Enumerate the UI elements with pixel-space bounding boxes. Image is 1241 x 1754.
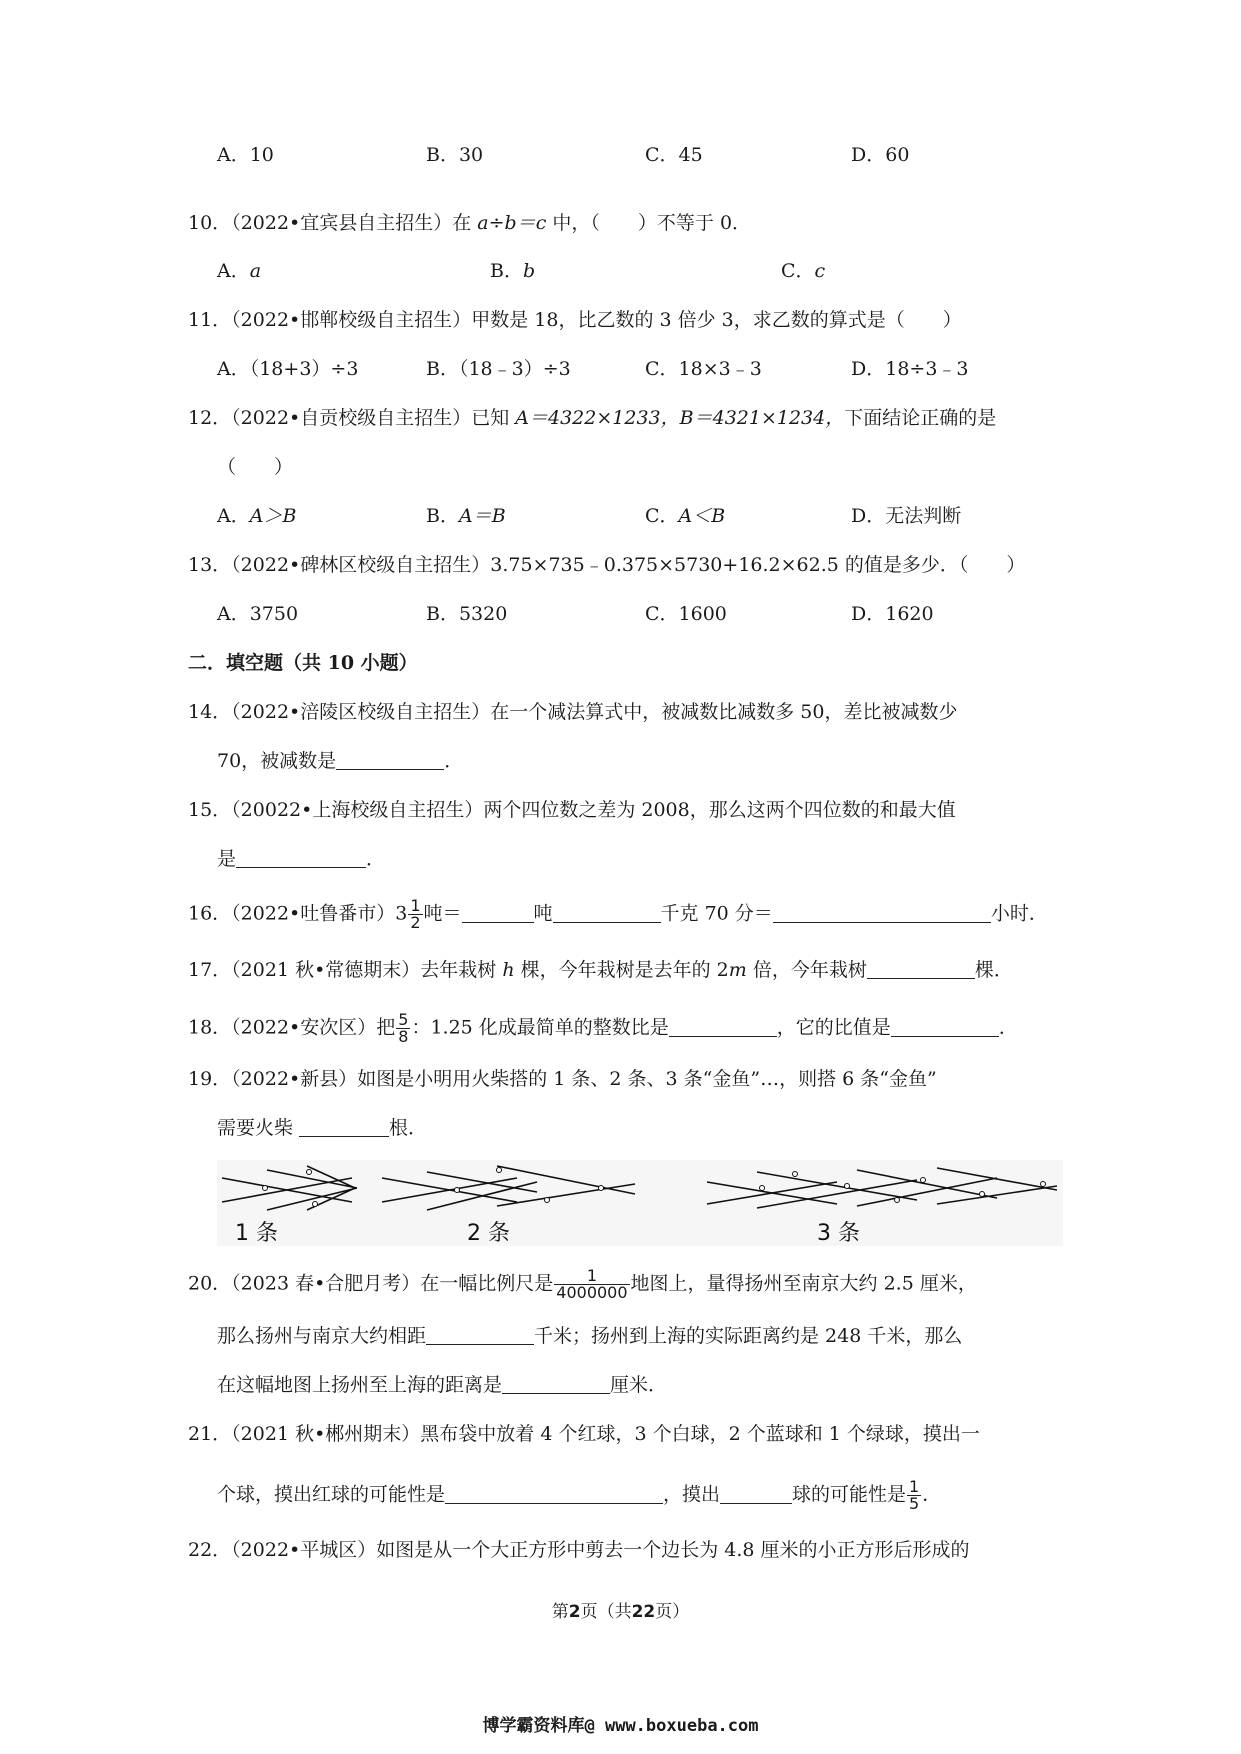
question-19: 19．（2022•新县）如图是小明用火柴搭的 1 条、2 条、3 条“金鱼”…，则搭 6 条“金鱼” <box>188 1068 937 1090</box>
q10-math: a÷b＝c <box>477 212 547 234</box>
q10-option-c: C．c <box>781 260 826 282</box>
q12-a-expr: A＝4322×1233， <box>515 407 680 429</box>
fish-label-1: 1 条 <box>235 1221 278 1246</box>
question-21-line2: 个球，摸出红球的可能性是 ，摸出 球的可能性是 $\frac{1}{5}$ ． <box>217 1477 942 1513</box>
q11-option-a: A．（18+3）÷3 <box>217 358 359 380</box>
q9-option-c: C．45 <box>645 144 703 166</box>
q11-option-d: D．18÷3﹣3 <box>851 358 969 380</box>
q13-option-d: D．1620 <box>851 603 934 625</box>
page-footer: 第2页（共22页） <box>551 1602 690 1622</box>
q12-option-a: A．A＞B <box>217 505 297 527</box>
question-20-line2: 那么扬州与南京大约相距 千米；扬州到上海的实际距离约是 248 千米，那么 <box>217 1325 963 1347</box>
question-20-line3: 在这幅地图上扬州至上海的距离是 厘米． <box>217 1374 668 1396</box>
q17-answer-blank[interactable] <box>867 958 975 979</box>
q19-answer-blank[interactable] <box>299 1116 389 1137</box>
q10-pre: 在 <box>452 212 478 234</box>
question-16: 16．（2022•吐鲁番市）3 $\frac{1}{2}$ 吨＝ 吨 千克 70 分＝ 小时． <box>188 896 1048 932</box>
q13-option-b: B．5320 <box>426 603 508 625</box>
q20-blank-1[interactable] <box>426 1324 534 1345</box>
q21-blank-2[interactable] <box>720 1483 792 1504</box>
q10-option-b: B．b <box>490 260 536 282</box>
question-17: 17．（2021 秋•常德期末）去年栽树 h 棵，今年栽树是去年的 2m 倍，今年栽树 棵． <box>188 959 1013 981</box>
q12-option-c: C．A＜B <box>645 505 726 527</box>
q11-option-c: C．18×3﹣3 <box>645 358 762 380</box>
q13-option-a: A．3750 <box>217 603 299 625</box>
q16-fraction: $\frac{1}{2}$ <box>410 896 421 932</box>
question-21: 21．（2021 秋•郴州期末）黑布袋中放着 4 个红球，3 个白球，2 个蓝球和 1 个绿球，摸出一 <box>188 1423 980 1445</box>
q15-answer-blank[interactable] <box>236 847 366 868</box>
question-15-line2: 是 ． <box>217 848 386 870</box>
q9-option-a: A．10 <box>217 144 274 166</box>
question-11: 11．（2022•邯郸校级自主招生）甲数是 18，比乙数的 3 倍少 3，求乙数的算式是（ ） <box>188 309 962 331</box>
fish-label-2: 2 条 <box>467 1221 510 1246</box>
q13-option-c: C．1600 <box>645 603 727 625</box>
page-total: 22 <box>631 1602 656 1622</box>
q21-blank-1[interactable] <box>445 1483 663 1504</box>
q10-source: （2022•宜宾县自主招生） <box>231 212 453 234</box>
q21-fraction: $\frac{1}{5}$ <box>909 1477 920 1513</box>
q20-scale-fraction: $\frac{1}{4000000}$ <box>556 1266 628 1302</box>
page-number: 2 <box>568 1602 581 1622</box>
q18-blank-2[interactable] <box>891 1016 999 1037</box>
question-22: 22．（2022•平城区）如图是从一个大正方形中剪去一个边长为 4.8 厘米的小正方形后形成的 <box>188 1539 970 1561</box>
question-20: 20．（2023 春•合肥月考）在一幅比例尺是 $\frac{1}{4000000}$ 地图上，量得扬州至南京大约 2.5 厘米， <box>188 1266 977 1302</box>
fish-label-3: 3 条 <box>817 1221 860 1246</box>
q10-option-a: A．a <box>217 260 262 282</box>
q18-fraction: $\frac{5}{8}$ <box>398 1010 409 1046</box>
watermark: 博学霸资料库@ www.boxueba.com <box>482 1716 759 1736</box>
goldfish-matchstick-figure <box>217 1160 1063 1246</box>
q12-b-expr: B＝4321×1234， <box>679 407 845 429</box>
q12-paren: （ ） <box>217 456 294 478</box>
question-12: 12．（2022•自贡校级自主招生）已知 A＝4322×1233，B＝4321×1234，下面结论正确的是 <box>188 407 997 429</box>
q10-post: 中，（ ）不等于 0． <box>546 212 752 234</box>
question-18: 18．（2022•安次区）把 $\frac{5}{8}$ ：1.25 化成最简单的整数比是 ，它的比值是 ． <box>188 1010 1018 1046</box>
q16-blank-3[interactable] <box>773 902 991 923</box>
q16-blank-2[interactable] <box>553 902 661 923</box>
figure-background <box>217 1160 1063 1246</box>
q14-answer-blank[interactable] <box>336 749 444 770</box>
q10-number: 10． <box>188 212 232 234</box>
section-2-title: 二．填空题（共 10 小题） <box>188 652 418 674</box>
q9-option-d: D．60 <box>851 144 910 166</box>
q20-blank-2[interactable] <box>502 1373 610 1394</box>
q16-blank-1[interactable] <box>462 902 534 923</box>
q12-option-b: B．A＝B <box>426 505 506 527</box>
q9-option-b: B．30 <box>426 144 484 166</box>
q12-option-d: D．无法判断 <box>851 505 962 527</box>
question-15: 15．（20022•上海校级自主招生）两个四位数之差为 2008，那么这两个四位数的和最大值 <box>188 799 956 821</box>
q18-blank-1[interactable] <box>669 1016 777 1037</box>
q11-option-b: B．（18﹣3）÷3 <box>426 358 571 380</box>
question-14: 14．（2022•涪陵区校级自主招生）在一个减法算式中，被减数比减数多 50，差比被减数少 <box>188 701 958 723</box>
question-13: 13．（2022•碑林区校级自主招生）3.75×735﹣0.375×5730+16.2×62.5 的值是多少．（ ） <box>188 554 1026 576</box>
question-19-line2: 需要火柴 根． <box>217 1117 428 1139</box>
question-14-line2: 70，被减数是 ． <box>217 750 464 772</box>
goldfish-svg <box>217 1160 1063 1246</box>
question-10 <box>188 208 751 238</box>
